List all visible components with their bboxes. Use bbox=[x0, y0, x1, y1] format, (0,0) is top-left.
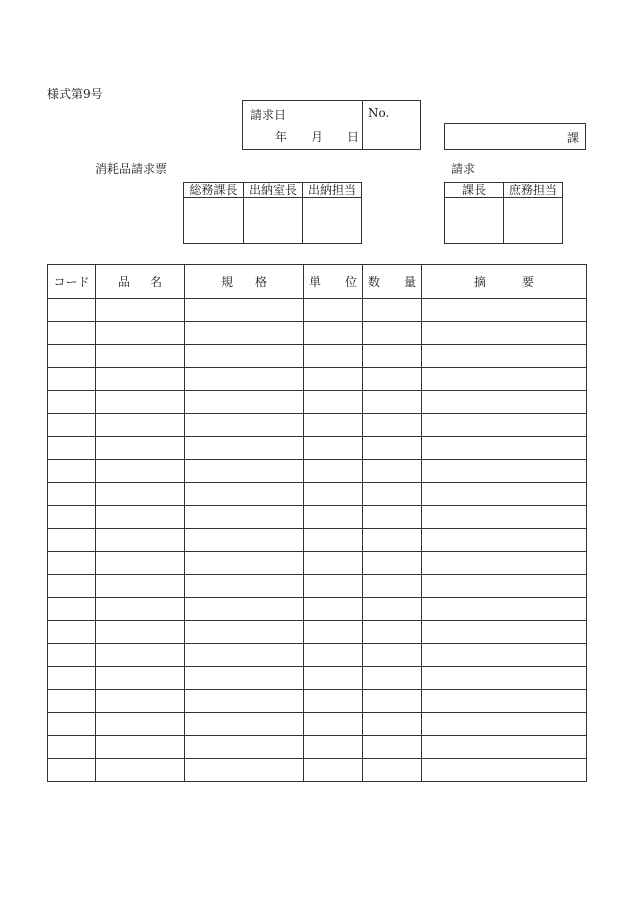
remarks-cell bbox=[422, 713, 587, 736]
code-cell bbox=[48, 529, 96, 552]
stamp-cell bbox=[244, 198, 303, 244]
unit-cell bbox=[304, 598, 363, 621]
code-cell bbox=[48, 713, 96, 736]
table-row bbox=[48, 460, 587, 483]
remarks-cell bbox=[422, 575, 587, 598]
stamp-header-treasury-staff: 出納担当 bbox=[303, 183, 362, 198]
column-header-text: 規 bbox=[221, 275, 234, 289]
remarks-cell bbox=[422, 621, 587, 644]
day-label: 日 bbox=[347, 130, 360, 144]
item-name-cell bbox=[96, 736, 185, 759]
quantity-cell bbox=[363, 414, 422, 437]
specification-cell bbox=[185, 759, 304, 782]
unit-cell bbox=[304, 506, 363, 529]
code-cell bbox=[48, 299, 96, 322]
unit-cell bbox=[304, 483, 363, 506]
code-cell bbox=[48, 598, 96, 621]
table-row bbox=[48, 483, 587, 506]
code-cell bbox=[48, 644, 96, 667]
unit-cell bbox=[304, 529, 363, 552]
code-cell bbox=[48, 460, 96, 483]
remarks-cell bbox=[422, 391, 587, 414]
stamp-header-treasury-office-chief: 出納室長 bbox=[244, 183, 303, 198]
item-name-cell bbox=[96, 483, 185, 506]
table-row bbox=[48, 414, 587, 437]
unit-cell bbox=[304, 391, 363, 414]
code-cell bbox=[48, 759, 96, 782]
stamp-header-clerical-staff: 庶務担当 bbox=[504, 183, 563, 198]
item-name-cell bbox=[96, 713, 185, 736]
remarks-cell bbox=[422, 460, 587, 483]
table-row bbox=[48, 690, 587, 713]
stamp-cell bbox=[303, 198, 362, 244]
stamp-cell bbox=[445, 198, 504, 244]
quantity-cell bbox=[363, 644, 422, 667]
table-row bbox=[48, 759, 587, 782]
column-header-code bbox=[48, 265, 96, 299]
column-header-remarks bbox=[422, 265, 587, 299]
code-cell bbox=[48, 437, 96, 460]
year-label: 年 bbox=[275, 130, 288, 144]
request-label: 請求 bbox=[451, 162, 476, 176]
code-cell bbox=[48, 575, 96, 598]
remarks-cell bbox=[422, 644, 587, 667]
column-header-text: 単 bbox=[309, 275, 322, 289]
department-box bbox=[444, 123, 586, 150]
column-header-unit bbox=[304, 265, 363, 299]
form-number: 様式第9号 bbox=[47, 87, 103, 101]
remarks-cell bbox=[422, 345, 587, 368]
item-name-cell bbox=[96, 368, 185, 391]
unit-cell bbox=[304, 690, 363, 713]
unit-cell bbox=[304, 621, 363, 644]
unit-cell bbox=[304, 713, 363, 736]
specification-cell bbox=[185, 414, 304, 437]
unit-cell bbox=[304, 575, 363, 598]
code-cell bbox=[48, 391, 96, 414]
unit-cell bbox=[304, 437, 363, 460]
department-suffix: 課 bbox=[566, 131, 579, 145]
remarks-cell bbox=[422, 368, 587, 391]
column-header-specification bbox=[185, 265, 304, 299]
specification-cell bbox=[185, 621, 304, 644]
column-header-text: 名 bbox=[149, 275, 162, 289]
quantity-cell bbox=[363, 598, 422, 621]
table-row bbox=[48, 299, 587, 322]
quantity-cell bbox=[363, 713, 422, 736]
table-row bbox=[48, 598, 587, 621]
item-name-cell bbox=[96, 575, 185, 598]
quantity-cell bbox=[363, 391, 422, 414]
remarks-cell bbox=[422, 506, 587, 529]
code-cell bbox=[48, 345, 96, 368]
item-name-cell bbox=[96, 299, 185, 322]
remarks-cell bbox=[422, 736, 587, 759]
quantity-cell bbox=[363, 552, 422, 575]
specification-cell bbox=[185, 391, 304, 414]
specification-cell bbox=[185, 552, 304, 575]
code-cell bbox=[48, 483, 96, 506]
table-row bbox=[48, 575, 587, 598]
quantity-cell bbox=[363, 529, 422, 552]
quantity-cell bbox=[363, 460, 422, 483]
code-cell bbox=[48, 506, 96, 529]
code-cell bbox=[48, 690, 96, 713]
unit-cell bbox=[304, 667, 363, 690]
quantity-cell bbox=[363, 621, 422, 644]
unit-cell bbox=[304, 299, 363, 322]
specification-cell bbox=[185, 575, 304, 598]
quantity-cell bbox=[363, 299, 422, 322]
code-cell bbox=[48, 736, 96, 759]
item-name-cell bbox=[96, 345, 185, 368]
code-cell bbox=[48, 322, 96, 345]
request-date-label: 請求日 bbox=[250, 108, 287, 122]
table-row bbox=[48, 391, 587, 414]
quantity-cell bbox=[363, 506, 422, 529]
quantity-cell bbox=[363, 368, 422, 391]
remarks-cell bbox=[422, 667, 587, 690]
specification-cell bbox=[185, 713, 304, 736]
specification-cell bbox=[185, 690, 304, 713]
unit-cell bbox=[304, 414, 363, 437]
specification-cell bbox=[185, 506, 304, 529]
table-row bbox=[48, 345, 587, 368]
approval-stamp-table-right bbox=[444, 182, 563, 244]
unit-cell bbox=[304, 368, 363, 391]
stamp-header-section-chief: 課長 bbox=[445, 183, 504, 198]
code-cell bbox=[48, 667, 96, 690]
specification-cell bbox=[185, 368, 304, 391]
table-row bbox=[48, 529, 587, 552]
remarks-cell bbox=[422, 483, 587, 506]
stamp-cell bbox=[184, 198, 244, 244]
unit-cell bbox=[304, 345, 363, 368]
specification-cell bbox=[185, 529, 304, 552]
table-row bbox=[48, 621, 587, 644]
number-label: No. bbox=[368, 106, 390, 120]
item-name-cell bbox=[96, 759, 185, 782]
quantity-cell bbox=[363, 437, 422, 460]
unit-cell bbox=[304, 552, 363, 575]
item-name-cell bbox=[96, 391, 185, 414]
specification-cell bbox=[185, 483, 304, 506]
remarks-cell bbox=[422, 690, 587, 713]
specification-cell bbox=[185, 736, 304, 759]
code-cell bbox=[48, 414, 96, 437]
remarks-cell bbox=[422, 529, 587, 552]
item-table bbox=[47, 264, 587, 782]
quantity-cell bbox=[363, 667, 422, 690]
remarks-cell bbox=[422, 414, 587, 437]
approval-stamp-table-left bbox=[183, 182, 362, 244]
specification-cell bbox=[185, 299, 304, 322]
column-header-text: 摘 bbox=[474, 275, 487, 289]
specification-cell bbox=[185, 667, 304, 690]
specification-cell bbox=[185, 345, 304, 368]
month-label: 月 bbox=[311, 130, 324, 144]
specification-cell bbox=[185, 460, 304, 483]
item-name-cell bbox=[96, 552, 185, 575]
code-cell bbox=[48, 368, 96, 391]
unit-cell bbox=[304, 736, 363, 759]
column-header-quantity bbox=[363, 265, 422, 299]
table-row bbox=[48, 437, 587, 460]
column-header-item-name bbox=[96, 265, 185, 299]
item-name-cell bbox=[96, 621, 185, 644]
table-row bbox=[48, 322, 587, 345]
remarks-cell bbox=[422, 322, 587, 345]
column-header-text: 位 bbox=[344, 275, 357, 289]
stamp-header-general-affairs-chief: 総務課長 bbox=[184, 183, 244, 198]
table-row bbox=[48, 736, 587, 759]
specification-cell bbox=[185, 644, 304, 667]
column-header-text: 量 bbox=[403, 275, 416, 289]
remarks-cell bbox=[422, 759, 587, 782]
request-date-box bbox=[242, 100, 421, 150]
table-row bbox=[48, 644, 587, 667]
remarks-cell bbox=[422, 437, 587, 460]
item-table-header bbox=[48, 265, 587, 299]
unit-cell bbox=[304, 460, 363, 483]
quantity-cell bbox=[363, 736, 422, 759]
date-box-divider bbox=[362, 101, 363, 149]
column-header-text: コード bbox=[53, 275, 90, 289]
code-cell bbox=[48, 552, 96, 575]
item-name-cell bbox=[96, 322, 185, 345]
quantity-cell bbox=[363, 575, 422, 598]
column-header-text: 要 bbox=[521, 275, 534, 289]
quantity-cell bbox=[363, 345, 422, 368]
quantity-cell bbox=[363, 759, 422, 782]
unit-cell bbox=[304, 759, 363, 782]
item-name-cell bbox=[96, 506, 185, 529]
quantity-cell bbox=[363, 690, 422, 713]
unit-cell bbox=[304, 644, 363, 667]
item-name-cell bbox=[96, 690, 185, 713]
item-name-cell bbox=[96, 529, 185, 552]
column-header-text: 品 bbox=[118, 275, 131, 289]
table-row bbox=[48, 552, 587, 575]
remarks-cell bbox=[422, 552, 587, 575]
form-title: 消耗品請求票 bbox=[95, 162, 168, 176]
quantity-cell bbox=[363, 322, 422, 345]
item-name-cell bbox=[96, 414, 185, 437]
item-name-cell bbox=[96, 460, 185, 483]
column-header-text: 数 bbox=[368, 275, 381, 289]
code-cell bbox=[48, 621, 96, 644]
remarks-cell bbox=[422, 598, 587, 621]
remarks-cell bbox=[422, 299, 587, 322]
table-row bbox=[48, 667, 587, 690]
item-name-cell bbox=[96, 598, 185, 621]
item-name-cell bbox=[96, 437, 185, 460]
column-header-text: 格 bbox=[254, 275, 267, 289]
specification-cell bbox=[185, 322, 304, 345]
specification-cell bbox=[185, 598, 304, 621]
unit-cell bbox=[304, 322, 363, 345]
quantity-cell bbox=[363, 483, 422, 506]
specification-cell bbox=[185, 437, 304, 460]
table-row bbox=[48, 506, 587, 529]
item-name-cell bbox=[96, 667, 185, 690]
table-row bbox=[48, 368, 587, 391]
stamp-cell bbox=[504, 198, 563, 244]
table-row bbox=[48, 713, 587, 736]
item-name-cell bbox=[96, 644, 185, 667]
